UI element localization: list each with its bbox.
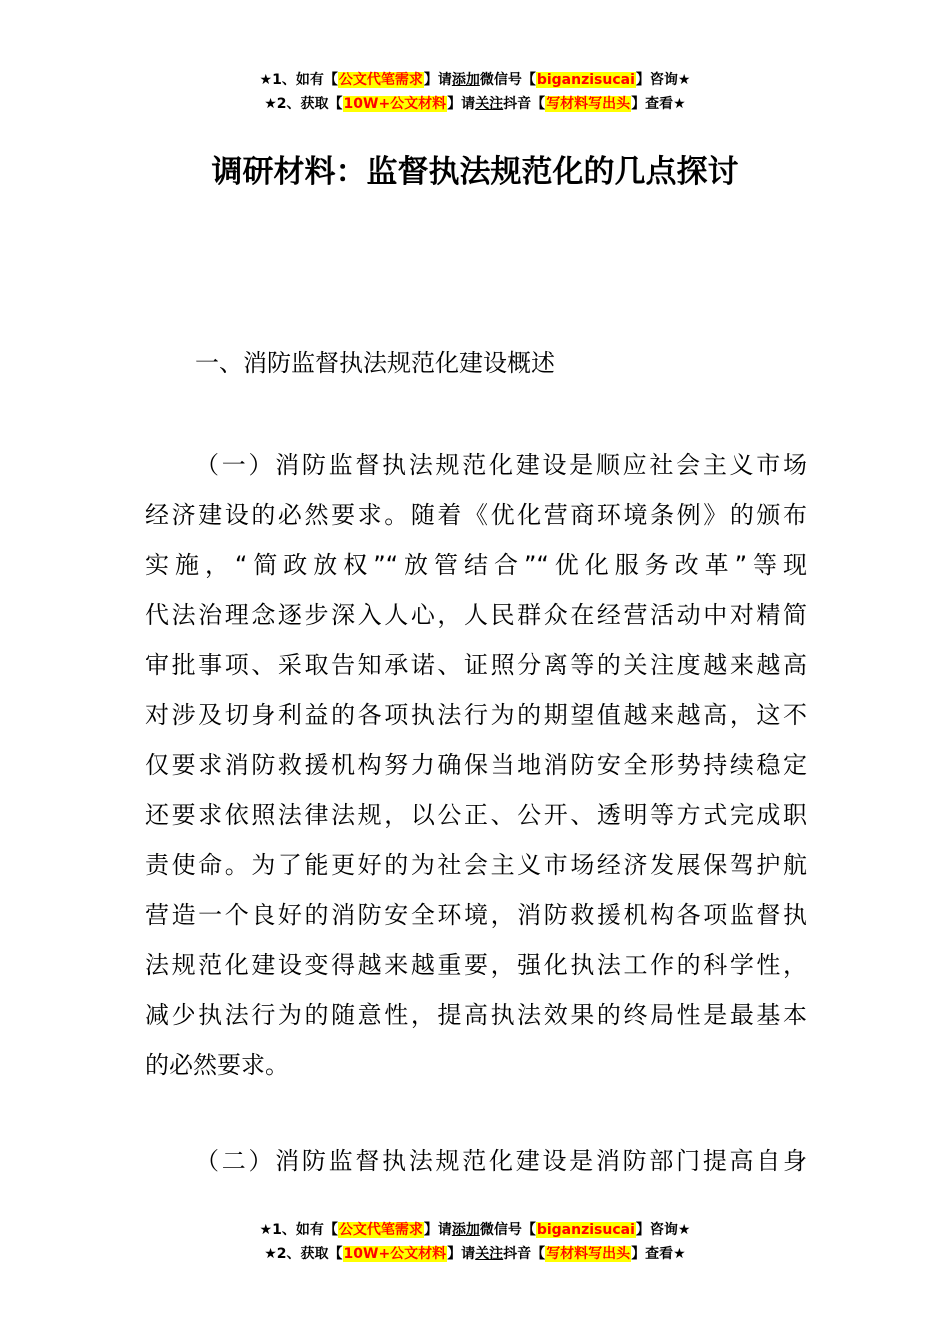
promo-text: 】查看★	[631, 1246, 686, 1262]
text-line: 责使命。为了能更好的为社会主义市场经济发展保驾护航	[145, 851, 807, 879]
section-heading: 一、消防监督执法规范化建设概述	[195, 349, 555, 377]
promo-wechat-id: biganzisucai	[536, 1222, 635, 1238]
promo-underline: 关注	[475, 1246, 504, 1262]
promo-highlight: 公文代笔需求	[338, 72, 423, 88]
promo-text: 】请	[423, 72, 452, 88]
promo-text: 】请	[447, 1246, 476, 1262]
text-line: （二）消防监督执法规范化建设是消防部门提高自身	[195, 1147, 807, 1175]
paragraph-1	[145, 440, 807, 1090]
text-line: 法规范化建设变得越来越重要，强化执法工作的科学性，	[145, 951, 807, 979]
text-line: 仅要求消防救援机构努力确保当地消防安全形势持续稳定	[145, 751, 807, 779]
text-line: 减少执法行为的随意性，提高执法效果的终局性是最基本	[145, 1001, 807, 1029]
text-line: 对涉及切身利益的各项执法行为的期望值越来越高，这不	[145, 701, 807, 729]
promo-text: 】请	[447, 96, 476, 112]
promo-text: ★2、获取【	[264, 1246, 343, 1262]
promo-highlight: 10W+公文材料	[343, 96, 447, 112]
text-line: 的必然要求。	[145, 1051, 289, 1079]
promo-line-1	[0, 68, 950, 92]
text-line: 还要求依照法律法规，以公正、公开、透明等方式完成职	[145, 801, 807, 829]
promo-wechat-id: biganzisucai	[536, 72, 635, 88]
promo-text: ★2、获取【	[264, 96, 343, 112]
text-line: 经济建设的必然要求。随着《优化营商环境条例》的颁布	[145, 501, 807, 529]
promo-text: 微信号【	[479, 1222, 536, 1238]
promo-line-2	[0, 92, 950, 116]
paragraph-2	[145, 1136, 807, 1186]
text-line: （一）消防监督执法规范化建设是顺应社会主义市场	[195, 451, 807, 479]
promo-text: 抖音【	[503, 1246, 546, 1262]
promo-douyin-id: 写材料写出头	[546, 1246, 631, 1262]
promo-douyin-id: 写材料写出头	[546, 96, 631, 112]
promo-text: 】查看★	[631, 96, 686, 112]
promo-text: 】咨询★	[635, 1222, 691, 1238]
promo-banner-bottom	[0, 1218, 950, 1266]
promo-line-1	[0, 1218, 950, 1242]
promo-text: 微信号【	[479, 72, 536, 88]
promo-highlight: 10W+公文材料	[343, 1246, 447, 1262]
promo-underline: 添加	[451, 72, 480, 88]
document-title: 调研材料：监督执法规范化的几点探讨	[211, 154, 739, 190]
promo-line-2	[0, 1242, 950, 1266]
promo-text: 】请	[423, 1222, 452, 1238]
text-line: 审批事项、采取告知承诺、证照分离等的关注度越来越高	[145, 651, 807, 679]
promo-text: ★1、如有【	[259, 1222, 338, 1238]
promo-banner-top	[0, 68, 950, 116]
promo-text: 抖音【	[503, 96, 546, 112]
text-line: 营造一个良好的消防安全环境，消防救援机构各项监督执	[145, 901, 807, 929]
text-line: 代法治理念逐步深入人心，人民群众在经营活动中对精简	[145, 601, 807, 629]
promo-text: 】咨询★	[635, 72, 691, 88]
promo-underline: 关注	[475, 96, 504, 112]
text-line: 实施，“简政放权”“放管结合”“优化服务改革”等现	[145, 551, 807, 579]
promo-highlight: 公文代笔需求	[338, 1222, 423, 1238]
promo-text: ★1、如有【	[259, 72, 338, 88]
promo-underline: 添加	[451, 1222, 480, 1238]
